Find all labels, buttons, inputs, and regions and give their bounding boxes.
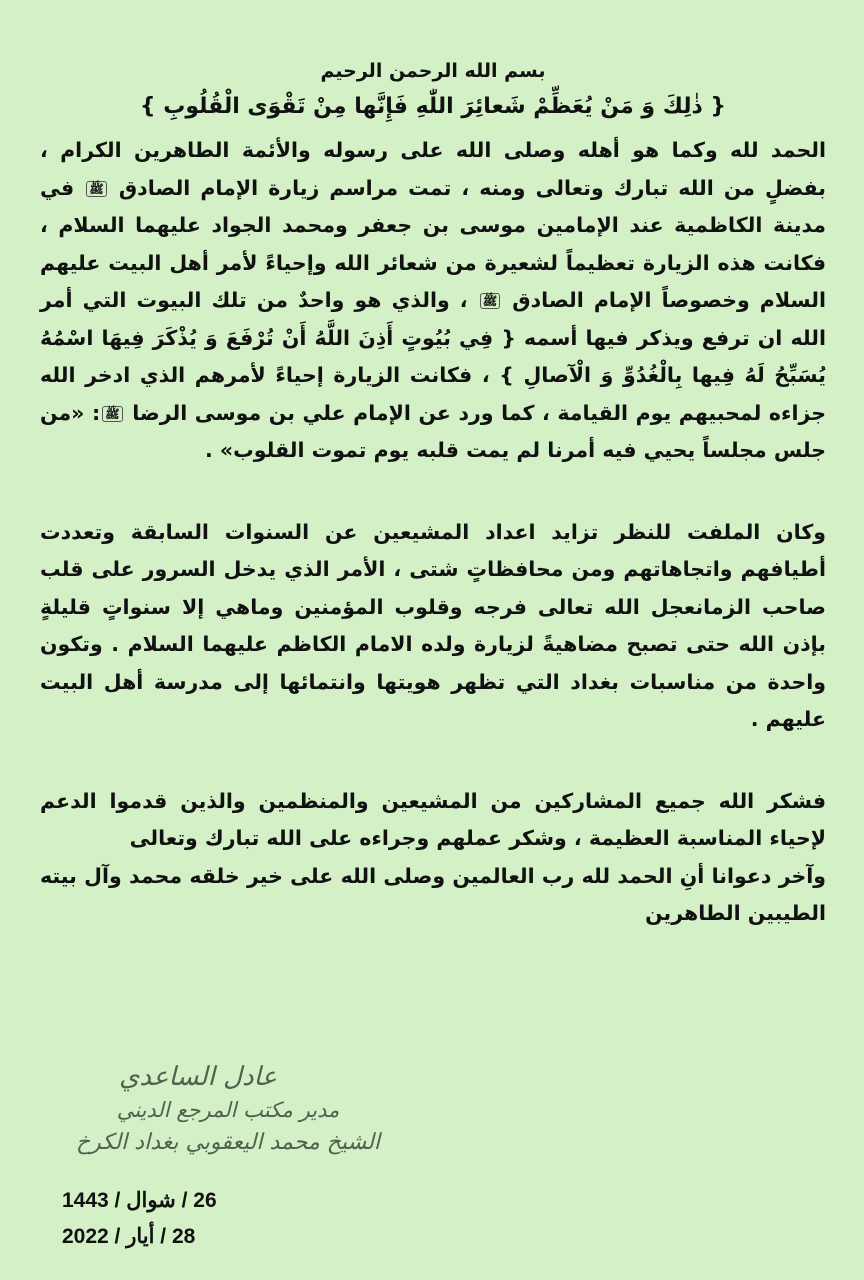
quranic-verse: { ذٰلِكَ وَ مَنْ يُعَظِّمْ شَعائِرَ اللّٰهِ فَإِنَّها مِنْ تَقْوَى الْقُلُوبِ }	[139, 94, 727, 119]
intro-text-4: : «من جلس مجلساً يحيي فيه أمرنا لم يمت قلبه يوم تموت القلوب» .	[40, 400, 826, 462]
document-dates	[62, 1183, 262, 1255]
signature-name: عادل الساعدي	[119, 1062, 277, 1092]
honorific-seal-icon: ﷺ	[102, 406, 123, 422]
paragraph-attendance: وكان الملفت للنظر تزايد اعداد المشيعين عن السنوات السابقة وتعددت أطيافهم واتجاهاتهم ومن محافظاتٍ شتى ، الأمر الذي يدخل السرور على قلب صاحب الزمانعجل الله تعالى فرجه وقلوب المؤمنين وماهي إلا سنواتٍ قليلةٍ بإذن الله حتى تصبح مضاهيةً لزيارة ولده الامام الكاظم عليهما السلام . وتكون واحدة من مناسبات بغداد التي تظهر هويتها وانتمائها إلى مدرسة أهل البيت عليهم .	[40, 519, 826, 731]
honorific-seal-icon: ﷺ	[86, 181, 107, 197]
paragraph-thanks: فشكر الله جميع المشاركين من المشيعين والمنظمين والذين قدموا الدعم لإحياء المناسبة العظيمة ، وشكر عملهم وجراءه على الله تبارك وتعالى	[40, 788, 826, 850]
handwritten-signature	[18, 1060, 438, 1190]
paragraph-intro	[40, 132, 826, 470]
intro-text-1: الحمد لله وكما هو أهله وصلى الله على رسوله والأئمة الطاهرين الكرام ، بفضلٍ من الله تبارك وتعالى ومنه ، تمت مراسم زيارة الإمام الصادق	[40, 138, 827, 200]
hijri-date: 26 / شوال / 1443	[62, 1189, 217, 1212]
intro-text-3: ، والذي هو واحدٌ من تلك البيوت التي أمر الله ان ترفع ويذكر فيها أسمه { فِي بُيُوتٍ أَذِنَ اللَّهُ أَنْ تُرْفَعَ وَ يُذْكَرَ فِيهَا اسْمُهُ يُسَبِّحُ لَهُ فِيها بِالْغُدُوِّ وَ الْآصالِ } ، فكانت الزيارة إحياءً لأمرهم الذي ادخر الله جزاءه لمحبيهم يوم القيامة ، كما ورد عن الإمام علي بن موسى الرضا	[40, 288, 827, 425]
signature-office: الشيخ محمد اليعقوبي بغداد الكرخ	[75, 1130, 381, 1155]
document-header	[40, 58, 826, 122]
intro-text-2: في مدينة الكاظمية عند الإمامين موسى بن جعفر ومحمد الجواد عليهما السلام ، فكانت هذه الزيارة تعظيماً لشعيرة من شعائر الله وإحياءً لأمر أهل البيت عليهم السلام وخصوصاً الإمام الصادق	[40, 175, 826, 312]
gregorian-date: 28 / أيار / 2022	[62, 1225, 196, 1248]
honorific-seal-icon: ﷺ	[480, 293, 501, 309]
paragraph-closing: وآخر دعوانا أنِ الحمد لله رب العالمين وصلى الله على خير خلقه محمد وآل بيته الطيبين الطاهرين	[40, 863, 826, 925]
basmala: بسم الله الرحمن الرحيم	[320, 60, 546, 82]
signature-title: مدير مكتب المرجع الديني	[116, 1098, 340, 1122]
